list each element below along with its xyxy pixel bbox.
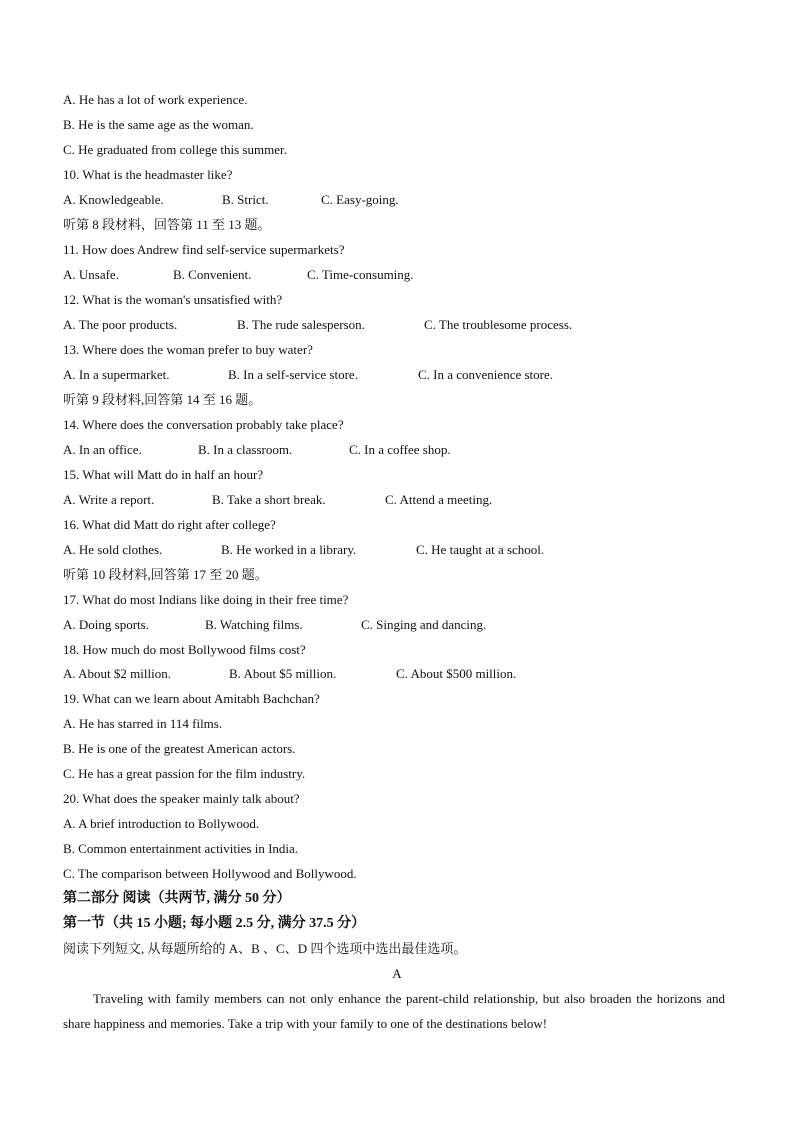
q18-option-c: C. About $500 million. <box>396 666 517 681</box>
q9-option-c: C. He graduated from college this summer. <box>63 142 287 157</box>
question-11: 11. How does Andrew find self-service supermarkets? <box>63 242 345 257</box>
reading-instruction: 阅读下列短文, 从每题所给的 A、B 、C、D 四个选项中选出最佳选项。 <box>63 941 467 956</box>
q17-option-c: C. Singing and dancing. <box>361 617 487 632</box>
q18-option-b: B. About $5 million. <box>229 666 337 681</box>
q16-option-a: A. He sold clothes. <box>63 542 163 557</box>
q15-option-b: B. Take a short break. <box>212 492 326 507</box>
question-10: 10. What is the headmaster like? <box>63 167 233 182</box>
q18-option-a: A. About $2 million. <box>63 666 171 681</box>
q15-option-c: C. Attend a meeting. <box>385 492 493 507</box>
q12-option-b: B. The rude salesperson. <box>237 317 365 332</box>
q17-option-b: B. Watching films. <box>205 617 303 632</box>
q14-option-b: B. In a classroom. <box>198 442 293 457</box>
passage-letter: A <box>392 966 402 981</box>
q19-option-c: C. He has a great passion for the film industry. <box>63 766 306 781</box>
q13-option-b: B. In a self-service store. <box>228 367 358 382</box>
question-19: 19. What can we learn about Amitabh Bachchan? <box>63 691 320 706</box>
q12-option-c: C. The troublesome process. <box>424 317 573 332</box>
question-14: 14. Where does the conversation probably take place? <box>63 417 344 432</box>
q11-option-c: C. Time-consuming. <box>307 267 414 282</box>
q14-option-c: C. In a coffee shop. <box>349 442 451 457</box>
q11-option-a: A. Unsafe. <box>63 267 119 282</box>
q12-option-a: A. The poor products. <box>63 317 178 332</box>
q20-option-a: A. A brief introduction to Bollywood. <box>63 816 260 831</box>
q10-option-a: A. Knowledgeable. <box>63 192 164 207</box>
section-8-instruction: 听第 8 段材料，回答第 11 至 13 题。 <box>63 217 271 232</box>
q9-option-b: B. He is the same age as the woman. <box>63 117 254 132</box>
q15-option-a: A. Write a report. <box>63 492 155 507</box>
q19-option-b: B. He is one of the greatest American actors. <box>63 741 296 756</box>
q13-option-a: A. In a supermarket. <box>63 367 170 382</box>
question-13: 13. Where does the woman prefer to buy water? <box>63 342 313 357</box>
question-18: 18. How much do most Bollywood films cost? <box>63 642 306 657</box>
question-17: 17. What do most Indians like doing in their free time? <box>63 592 349 607</box>
question-12: 12. What is the woman's unsatisfied with? <box>63 292 283 307</box>
question-20: 20. What does the speaker mainly talk about? <box>63 791 300 806</box>
q11-option-b: B. Convenient. <box>173 267 252 282</box>
section-10-instruction: 听第 10 段材料,回答第 17 至 20 题。 <box>63 567 268 582</box>
section-1-title: 第一节（共 15 小题; 每小题 2.5 分, 满分 37.5 分） <box>63 916 366 931</box>
q20-option-b: B. Common entertainment activities in India. <box>63 841 299 856</box>
passage-paragraph: Traveling with family members can not only enhance the parent-child relationship, but also broaden the horizons and share happiness and memories. Take a trip with your family to one of the destinations below! <box>63 991 725 1031</box>
part-2-title: 第二部分 阅读（共两节, 满分 50 分） <box>63 891 291 906</box>
q10-option-b: B. Strict. <box>222 192 269 207</box>
q17-option-a: A. Doing sports. <box>63 617 149 632</box>
q13-option-c: C. In a convenience store. <box>418 367 554 382</box>
q14-option-a: A. In an office. <box>63 442 142 457</box>
q16-option-b: B. He worked in a library. <box>221 542 357 557</box>
q16-option-c: C. He taught at a school. <box>416 542 545 557</box>
section-9-instruction: 听第 9 段材料,回答第 14 至 16 题。 <box>63 392 262 407</box>
question-16: 16. What did Matt do right after college? <box>63 517 276 532</box>
q20-option-c: C. The comparison between Hollywood and Bollywood. <box>63 866 357 881</box>
q10-option-c: C. Easy-going. <box>321 192 399 207</box>
q19-option-a: A. He has starred in 114 films. <box>63 716 223 731</box>
question-15: 15. What will Matt do in half an hour? <box>63 467 264 482</box>
q9-option-a: A. He has a lot of work experience. <box>63 92 248 107</box>
